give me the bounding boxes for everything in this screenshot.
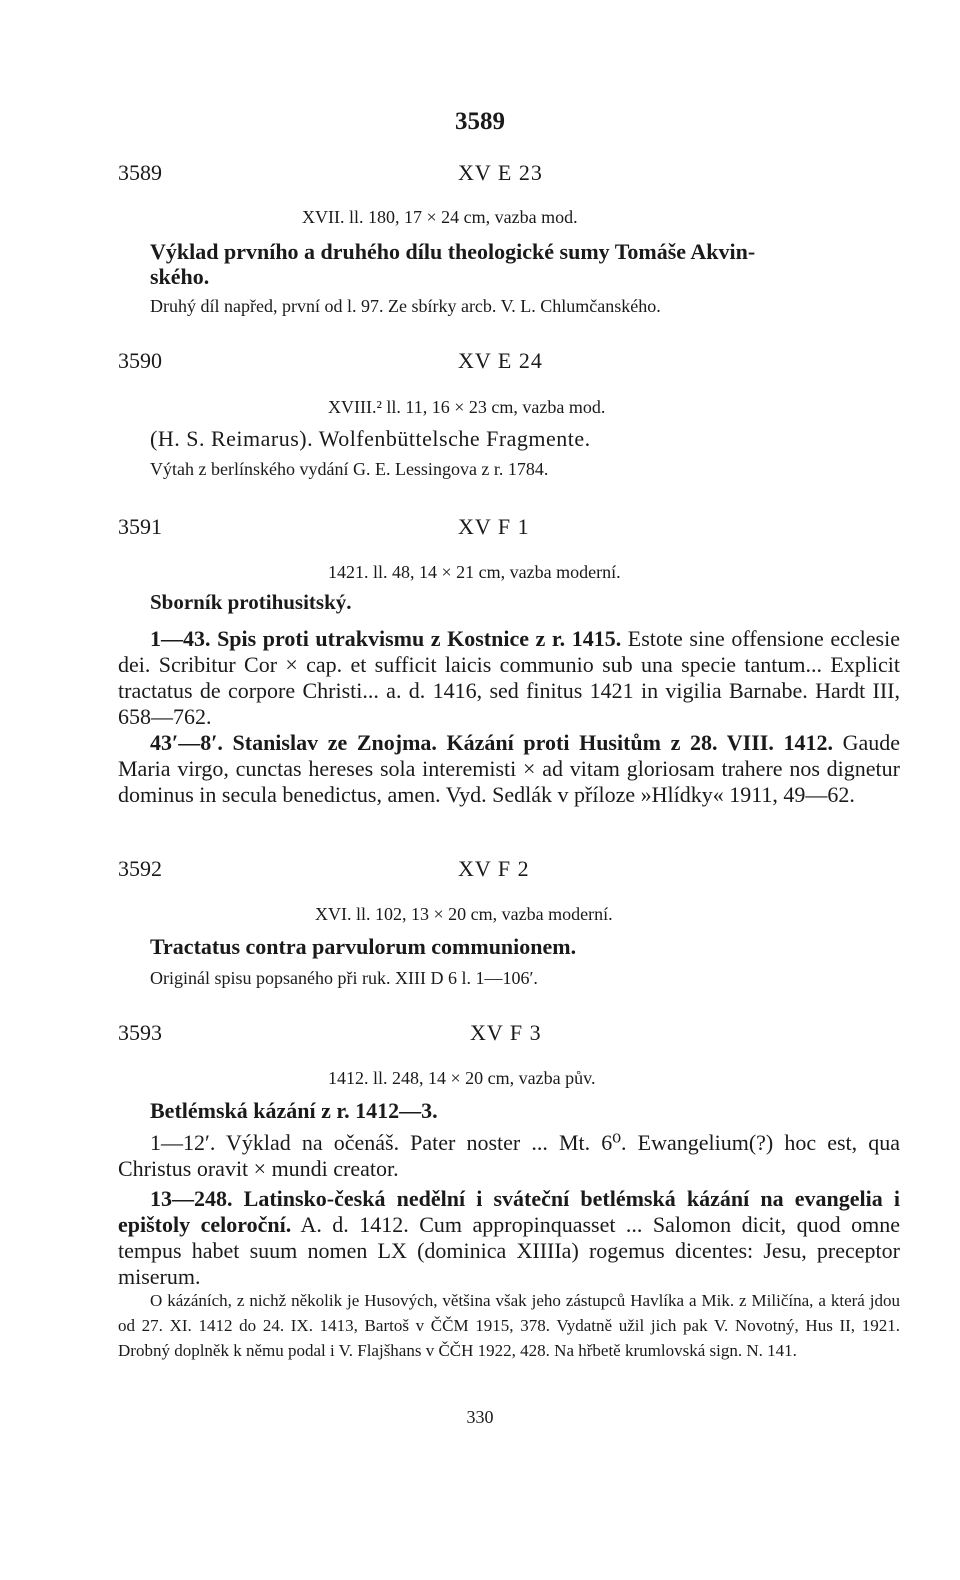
page-footer-number: 330	[466, 1407, 494, 1427]
entry-meta: 1421. ll. 48, 14 × 21 cm, vazba moderní.	[328, 562, 621, 582]
entry-number: 3592	[118, 856, 162, 881]
entry-title: Výklad prvního a druhého dílu theologické sumy Tomáše Akvin-	[150, 239, 756, 264]
paragraph-heading: 43′—8′. Stanislav ze Znojma. Kázání proti Husitům z 28. VIII. 1412.	[150, 730, 833, 755]
entry-meta: XVI. ll. 102, 13 × 20 cm, vazba moderní.	[315, 904, 613, 924]
entry-title: (H. S. Reimarus). Wolfenbüttelsche Fragmente.	[150, 426, 591, 451]
entry-signature: XV F 2	[458, 856, 530, 881]
entry-paragraph-2	[118, 730, 900, 808]
entry-number: 3591	[118, 514, 162, 539]
paragraph-heading: 1—43. Spis proti utrakvismu z Kostnice z r. 1415.	[150, 626, 622, 651]
entry-note: Výtah z berlínského vydání G. E. Lessingova z r. 1784.	[150, 459, 549, 479]
paragraph-text: A. d. 1412. Cum appropinquasset ... Salomon dicit, quod omne tempus habet suum nomen LX (dominica XIIIIa) rogemus dicentes: Jesu, preceptor miserum.	[118, 1212, 900, 1289]
paragraph-heading: 13—248. Latinsko-česká nedělní i sváteční betlémská kázání na evangelia i epištoly celoroční.	[118, 1186, 900, 1237]
entry-paragraph-1	[118, 626, 900, 730]
entry-signature: XV F 3	[470, 1020, 542, 1045]
paragraph-text: Gaude Maria virgo, cunctas hereses sola interemisti × ad vitam gloriosam trahere nos dignetur dominus in secula benedictus, amen. Vyd. Sedlák v příloze »Hlídky« 1911, 49—62.	[118, 730, 900, 807]
entry-paragraph-1	[118, 1130, 900, 1182]
entry-title: Betlémská kázání z r. 1412—3.	[150, 1098, 438, 1123]
entry-title: Sborník protihusitský.	[150, 590, 352, 614]
entry-number: 3589	[118, 160, 162, 185]
entry-signature: XV F 1	[458, 514, 530, 539]
entry-meta: XVII. ll. 180, 17 × 24 cm, vazba mod.	[302, 207, 578, 227]
entry-paragraph-2	[118, 1186, 900, 1290]
page-header-number: 3589	[455, 108, 505, 135]
entry-title: Tractatus contra parvulorum communionem.	[150, 934, 577, 959]
entry-number: 3593	[118, 1020, 162, 1045]
entry-signature: XV E 23	[458, 160, 543, 185]
entry-footnote: O kázáních, z nichž několik je Husových, většina však jeho zástupců Havlíka a Mik. z Miličína, a která jdou od 27. XI. 1412 do 24. IX. 1413, Bartoš v ČČM 1915, 378. Vydatně užil jich pak V. Novotný, Hus II, 1921. Drobný doplněk k němu podal i V. Flajšhans v ČČH 1922, 428. Na hřbetě krumlovská sign. N. 141.	[118, 1291, 900, 1360]
entry-note: Originál spisu popsaného při ruk. XIII D 6 l. 1—106′.	[150, 968, 538, 988]
paragraph-text: 1—12′. Výklad na očenáš. Pater noster ... Mt. 6⁰. Ewangelium(?) hoc est, qua Christus oravit × mundi creator.	[118, 1130, 900, 1181]
paragraph-text: Estote sine offensione ecclesie dei. Scribitur Cor × cap. et sufficit laicis communio sub una specie tantum... Explicit tractatus de corpore Christi... a. d. 1416, sed finitus 1421 in vigilia Barnabe. Hardt III, 658—762.	[118, 626, 901, 729]
entry-meta: XVIII.² ll. 11, 16 × 23 cm, vazba mod.	[328, 397, 606, 417]
entry-number: 3590	[118, 348, 162, 373]
entry-meta: 1412. ll. 248, 14 × 20 cm, vazba pův.	[328, 1068, 596, 1088]
entry-note: Druhý díl napřed, první od l. 97. Ze sbírky arcb. V. L. Chlumčanského.	[150, 296, 661, 316]
entry-title-continued: ského.	[150, 264, 210, 289]
entry-signature: XV E 24	[458, 348, 543, 373]
